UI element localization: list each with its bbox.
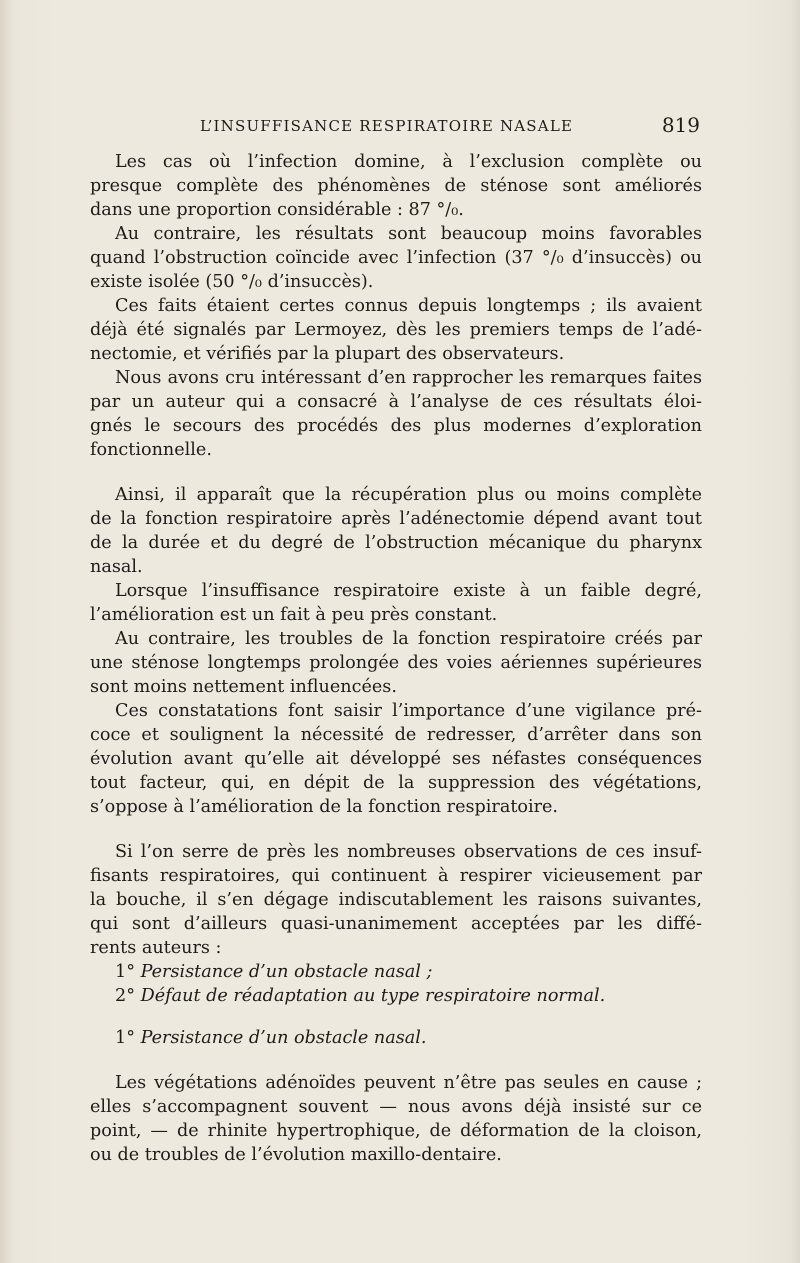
text-line: tout facteur, qui, en dépit de la suppression des végétations,: [90, 773, 702, 793]
text-line: qui sont d’ailleurs quasi-unanimement acceptées par les diffé-: [90, 914, 702, 934]
text-line: évolution avant qu’elle ait développé ses néfastes conséquences: [90, 749, 702, 769]
text-line: coce et soulignent la nécessité de redresser, d’arrêter dans son: [90, 725, 702, 745]
text-line: s’oppose à l’amélioration de la fonction respiratoire.: [90, 797, 559, 817]
paragraph-gap: [90, 462, 702, 483]
enumeration: [90, 960, 702, 1008]
paragraph: [90, 840, 702, 960]
paragraph: [90, 366, 702, 462]
text-line: Au contraire, les résultats sont beaucoup moins favorables: [115, 224, 702, 244]
paragraph-gap: [90, 1008, 702, 1026]
text-line: Lorsque l’insuffisance respiratoire existe à un faible degré,: [115, 581, 702, 601]
text-line: Au contraire, les troubles de la fonction respiratoire créés par: [115, 629, 702, 649]
heading-text: Persistance d’un obstacle nasal.: [140, 1028, 427, 1048]
paragraph: [90, 699, 702, 819]
paragraph: [90, 294, 702, 366]
list-text: Défaut de réadaptation au type respiratoire normal.: [140, 986, 606, 1006]
text-line: elles s’accompagnent souvent — nous avons déjà insisté sur ce: [90, 1097, 702, 1117]
page-number: 819: [661, 113, 700, 137]
text-line: gnés le secours des procédés des plus modernes d’exploration: [90, 416, 702, 436]
text-line: par un auteur qui a consacré à l’analyse de ces résultats éloi-: [90, 392, 702, 412]
text-line: de la fonction respiratoire après l’adénectomie dépend avant tout: [90, 509, 702, 529]
paragraph: [90, 579, 702, 627]
text-line: la bouche, il s’en dégage indiscutablement les raisons suivantes,: [90, 890, 702, 910]
text-line: Ces constatations font saisir l’importance d’une vigilance pré-: [115, 701, 702, 721]
paragraph: [90, 483, 702, 579]
heading-line: [90, 1026, 702, 1050]
text-line: nectomie, et vérifiés par la plupart des observateurs.: [90, 344, 565, 364]
heading-number: 1°: [115, 1028, 135, 1048]
paragraph: [90, 222, 702, 294]
text-line: déjà été signalés par Lermoyez, dès les premiers temps de l’adé-: [90, 320, 702, 340]
list-text: Persistance d’un obstacle nasal ;: [140, 962, 433, 982]
text-line: Si l’on serre de près les nombreuses observations de ces insuf-: [115, 842, 702, 862]
text-line: Ces faits étaient certes connus depuis longtemps ; ils avaient: [115, 296, 702, 316]
text-line: dans une proportion considérable : 87 °/₀.: [90, 200, 464, 220]
body-text: [90, 150, 702, 1167]
text-line: Les végétations adénoïdes peuvent n’être pas seules en cause ;: [115, 1073, 702, 1093]
text-line: une sténose longtemps prolongée des voies aériennes supérieures: [90, 653, 702, 673]
text-line: Nous avons cru intéressant d’en rapprocher les remarques faites: [115, 368, 702, 388]
text-line: fonctionnelle.: [90, 440, 212, 460]
paragraph-gap: [90, 1050, 702, 1071]
text-line: nasal.: [90, 557, 143, 577]
paragraph: [90, 1071, 702, 1167]
text-line: quand l’obstruction coïncide avec l’infection (37 °/₀ d’insuccès) ou: [90, 248, 702, 268]
running-head: [200, 115, 700, 141]
text-line: Les cas où l’infection domine, à l’exclusion complète ou: [115, 152, 702, 172]
text-line: existe isolée (50 °/₀ d’insuccès).: [90, 272, 374, 292]
text-line: l’amélioration est un fait à peu près constant.: [90, 605, 498, 625]
running-title: L’INSUFFISANCE RESPIRATOIRE NASALE: [200, 117, 574, 135]
text-line: rents auteurs :: [90, 938, 222, 958]
paragraph-gap: [90, 819, 702, 840]
list-item: [90, 984, 702, 1008]
text-line: sont moins nettement influencées.: [90, 677, 397, 697]
text-line: Ainsi, il apparaît que la récupération plus ou moins complète: [115, 485, 702, 505]
section-heading: [90, 1026, 702, 1050]
text-line: point, — de rhinite hypertrophique, de déformation de la cloison,: [90, 1121, 702, 1141]
list-number: 2°: [115, 986, 135, 1006]
paragraph: [90, 150, 702, 222]
text-line: ou de troubles de l’évolution maxillo-dentaire.: [90, 1145, 502, 1165]
paragraph: [90, 627, 702, 699]
text-line: presque complète des phénomènes de sténose sont améliorés: [90, 176, 702, 196]
list-item: [90, 960, 702, 984]
text-line: de la durée et du degré de l’obstruction mécanique du pharynx: [90, 533, 702, 553]
list-number: 1°: [115, 962, 135, 982]
text-line: fisants respiratoires, qui continuent à respirer vicieusement par: [90, 866, 702, 886]
